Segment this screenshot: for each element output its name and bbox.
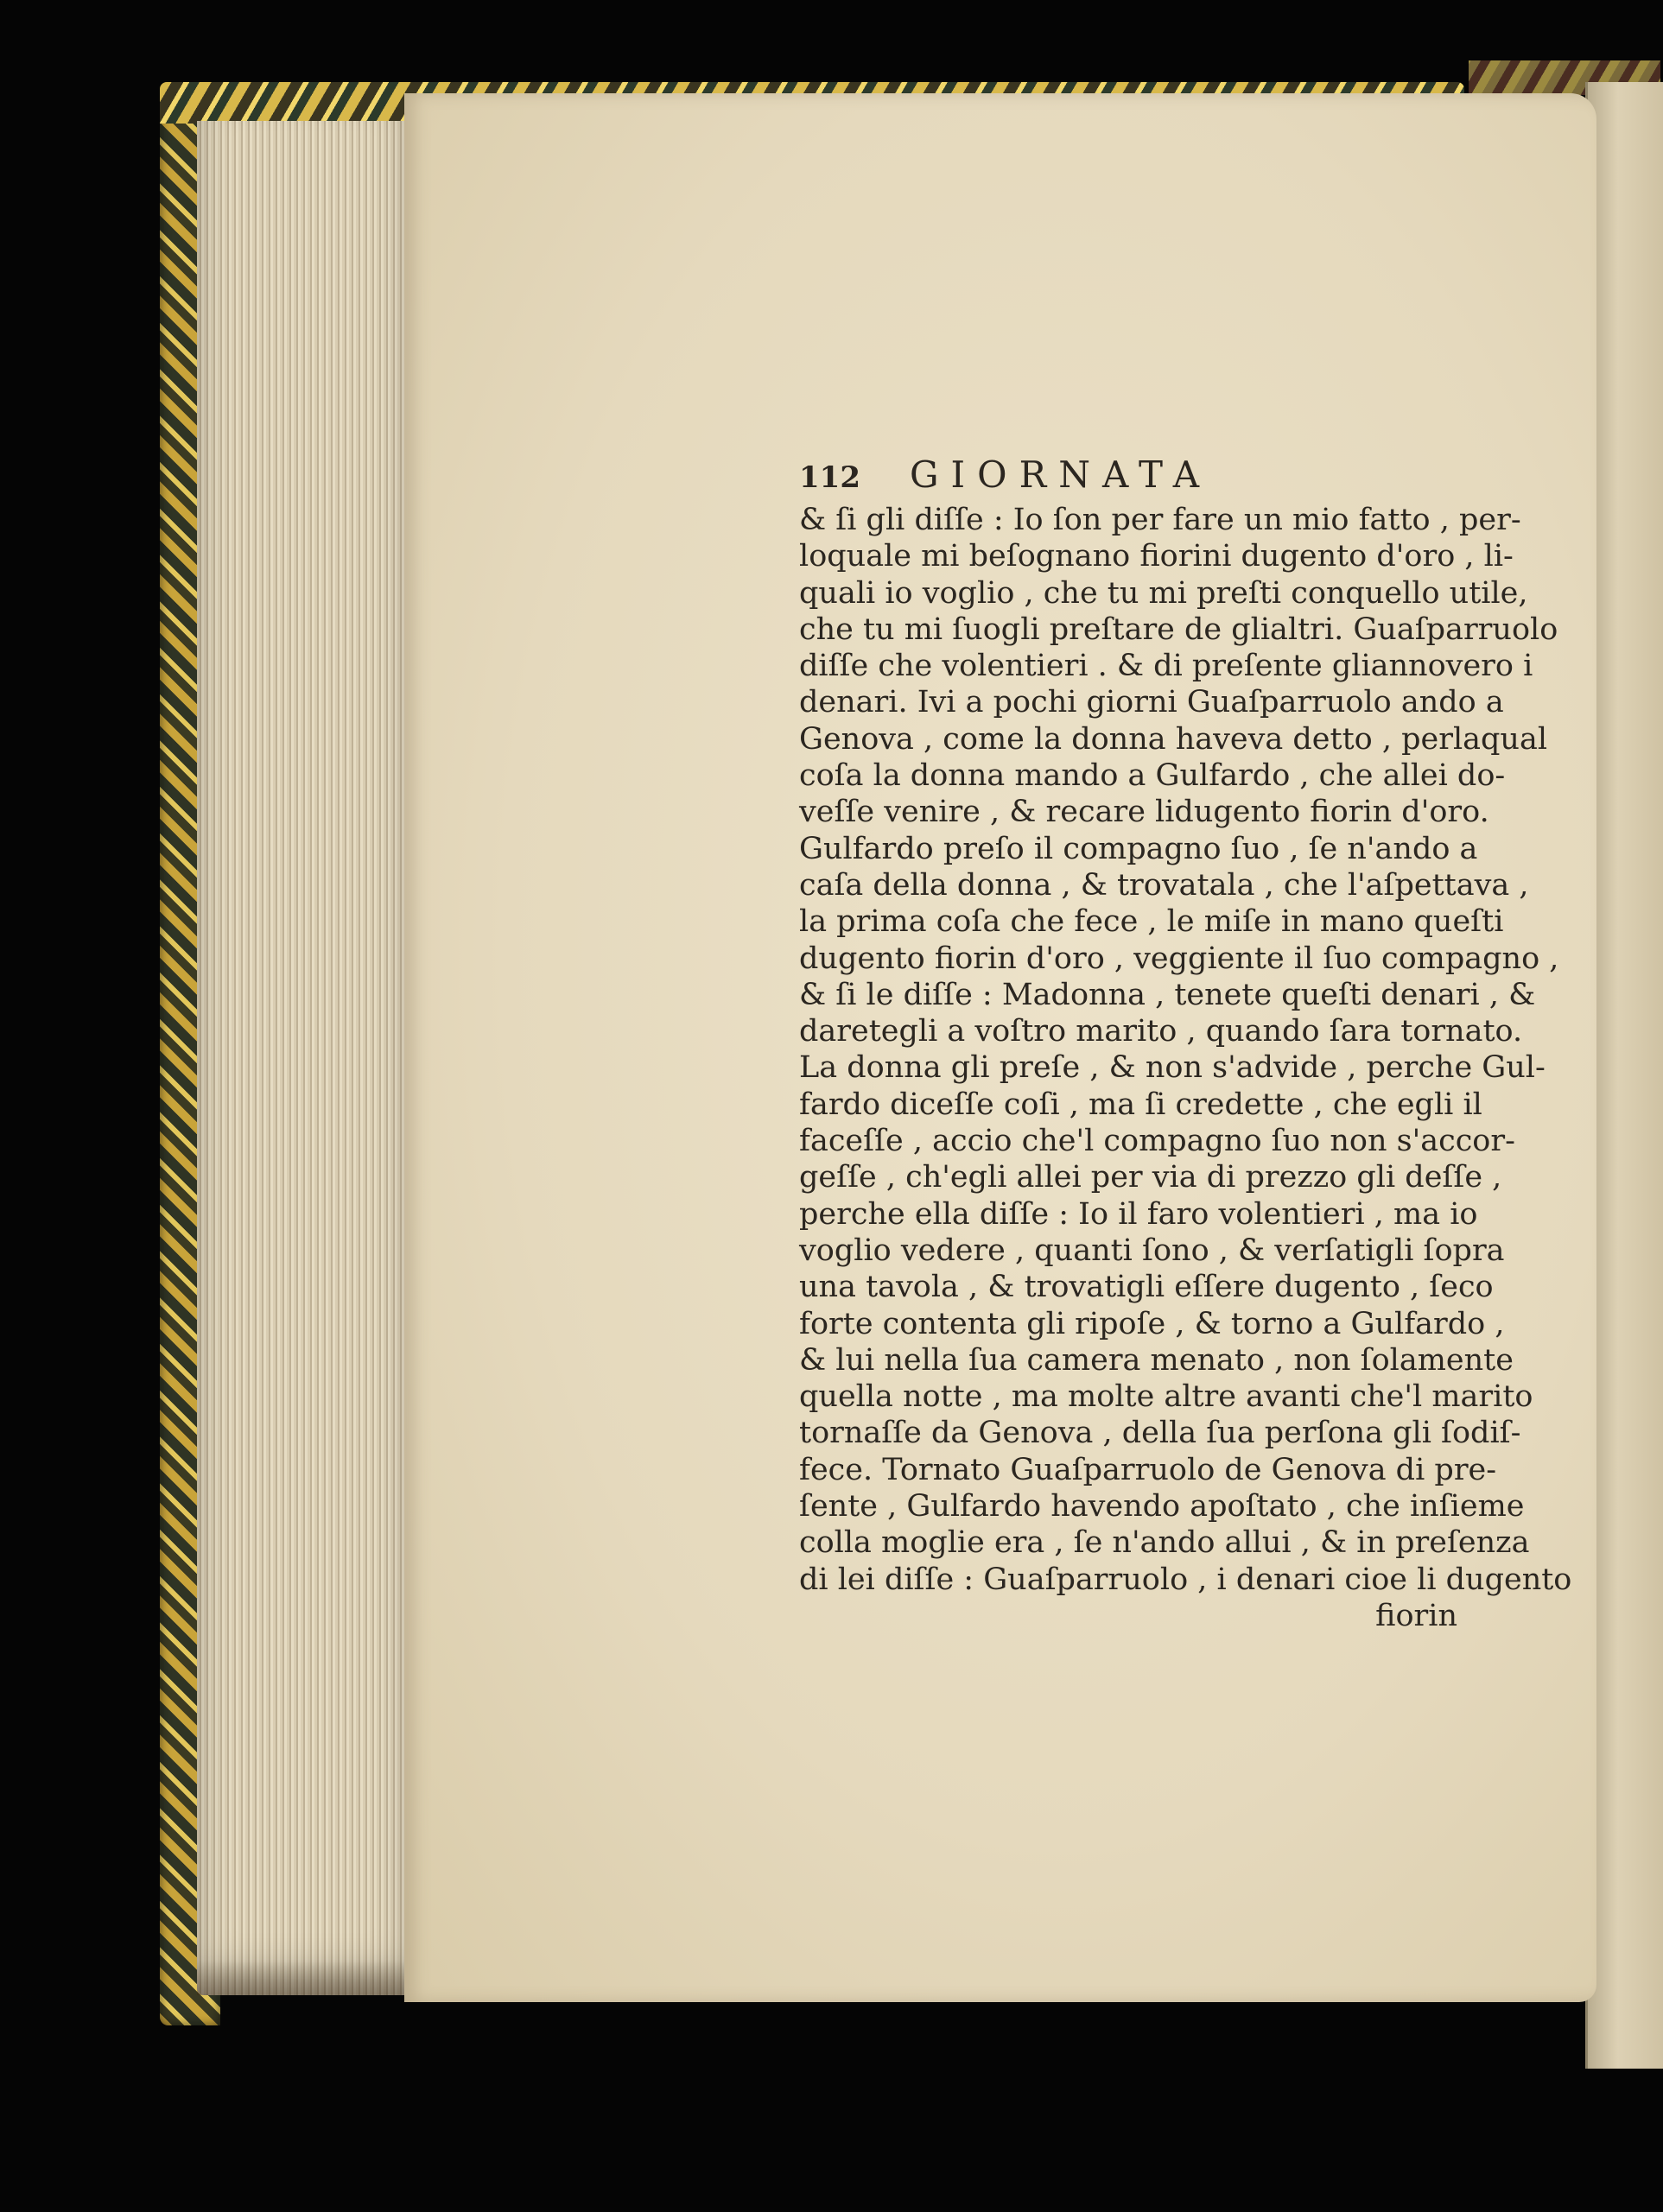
text-line: tornaſſe da Genova , della ſua perſona gli ſodiſ- (799, 1416, 1521, 1451)
text-line: & lui nella ſua camera menato , non ſolamente (799, 1342, 1514, 1378)
facing-page-edge (1585, 82, 1663, 2069)
text-line: forte contenta gli ripoſe , & torno a Gulfardo , (799, 1306, 1505, 1341)
catchword: fiorin (1375, 1598, 1457, 1633)
text-line: Genova , come la donna haveva detto , perlaqual (799, 721, 1548, 757)
text-line: perche ella diſſe : Io il faro volentieri , ma io (799, 1196, 1478, 1232)
text-line: voglio vedere , quanti ſono , & verſatigli ſopra (799, 1233, 1505, 1268)
text-line: fece. Tornato Guaſparruolo de Genova di pre- (799, 1452, 1497, 1487)
text-line: quali io voglio , che tu mi preſti conquello utile, (799, 575, 1528, 611)
text-line: che tu mi ſuogli preſtare de glialtri. Guaſparruolo (799, 612, 1558, 647)
text-line: caſa della donna , & trovatala , che l'aſpettava , (799, 867, 1529, 903)
body-text (799, 502, 1572, 1598)
text-block (799, 453, 1572, 1634)
text-line: la prima coſa che fece , le miſe in mano queſti (799, 904, 1504, 940)
text-line: faceſſe , accio che'l compagno ſuo non s'accor- (799, 1124, 1515, 1159)
text-line: denari. Ivi a pochi giorni Guaſparruolo ando a (799, 685, 1504, 720)
text-line: & ſi gli diſſe : Io ſon per fare un mio fatto , per- (799, 503, 1521, 537)
page-header (799, 453, 1457, 500)
page-edges (197, 121, 411, 1995)
text-line: geſſe , ch'egli allei per via di prezzo gli deſſe , (799, 1160, 1502, 1195)
text-line: veſſe venire , & recare lidugento fiorin d'oro. (799, 795, 1489, 830)
text-line: quella notte , ma molte altre avanti che'l marito (799, 1379, 1533, 1415)
text-line: La donna gli preſe , & non s'advide , perche Gul- (799, 1050, 1546, 1086)
text-line: coſa la donna mando a Gulfardo , che allei do- (799, 758, 1506, 794)
text-line: fardo diceſſe coſi , ma ſi credette , che egli il (799, 1087, 1482, 1122)
text-line: colla moglie era , ſe n'ando allui , & in preſenza (799, 1525, 1530, 1561)
page-number: 112 (799, 460, 860, 495)
text-line: di lei diſſe : Guaſparruolo , i denari cioe li dugento (799, 1562, 1572, 1597)
text-line: loquale mi beſognano fiorini dugento d'oro , li- (799, 539, 1514, 574)
text-line: dugento fiorin d'oro , veggiente il ſuo compagno , (799, 941, 1559, 976)
running-head: GIORNATA (910, 453, 1212, 496)
text-line: diſſe che volentieri . & di preſente gliannovero i (799, 649, 1533, 684)
text-line: Gulfardo preſo il compagno ſuo , ſe n'ando a (799, 831, 1478, 866)
text-line: daretegli a voſtro marito , quando ſara tornato. (799, 1014, 1523, 1049)
text-line: una tavola , & trovatigli eſſere dugento , ſeco (799, 1270, 1494, 1305)
text-line: ſente , Gulfardo havendo apoſtato , che inſieme (799, 1489, 1525, 1524)
text-line: & ſi le diſſe : Madonna , tenete queſti denari , & (799, 977, 1536, 1012)
